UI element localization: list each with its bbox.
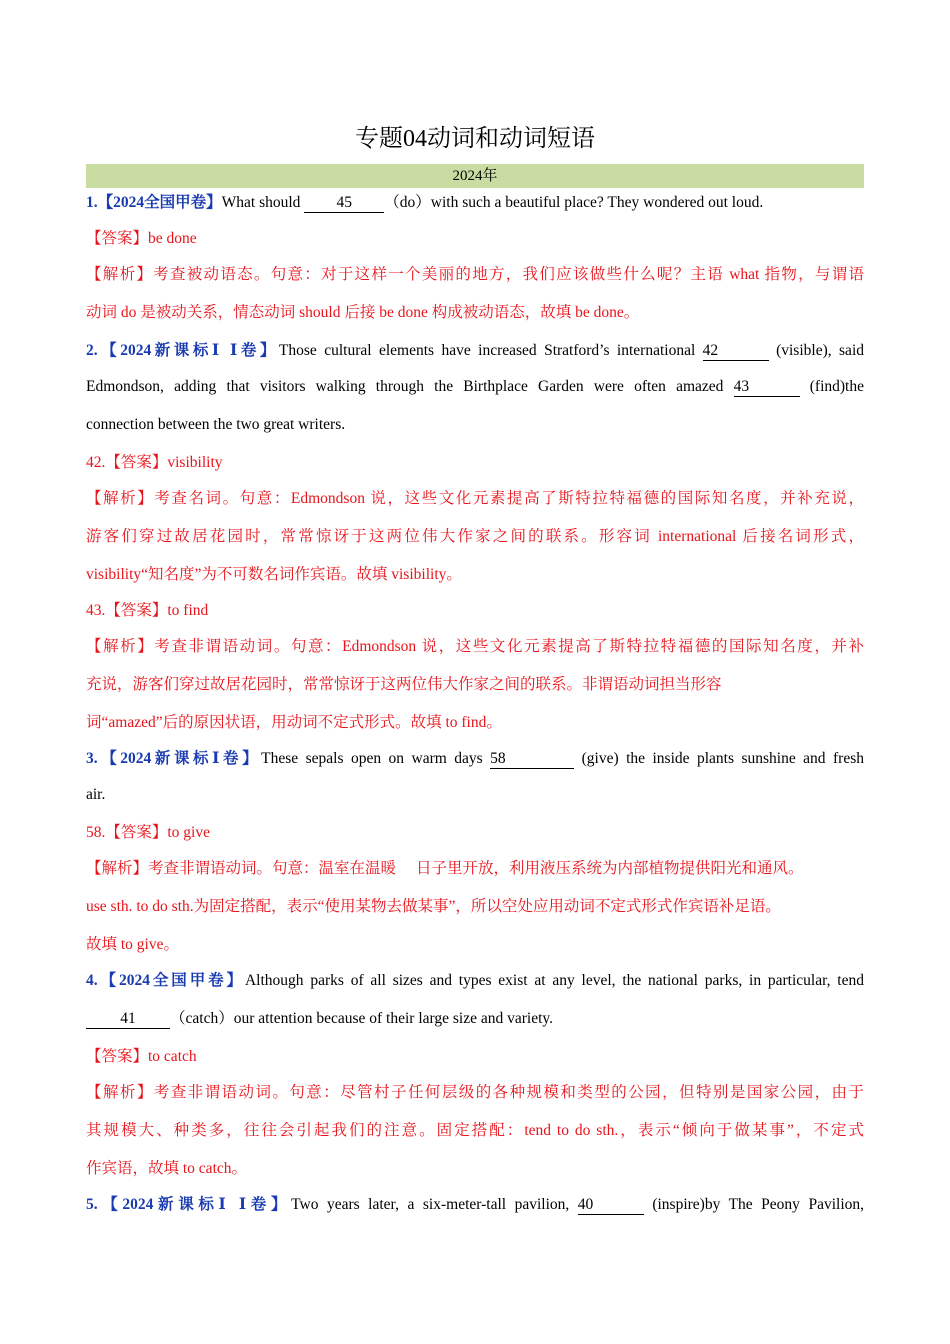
q3-analysis-line-2: use sth. to do sth.为固定搭配，表示“使用某物去做某事”，所以空处应用动词不定式形式作宾语补足语。 bbox=[86, 898, 781, 915]
q3-answer: 58.【答案】to give bbox=[86, 824, 210, 841]
q1-analysis-line-2: 动词 do 是被动关系，情态动词 should 后接 be done 构成被动语态，故填 be done。 bbox=[86, 304, 640, 321]
question-source-tag: 【2024新课标Ⅰ卷】 bbox=[97, 750, 262, 767]
question-source-tag: 【2024全国甲卷】 bbox=[97, 972, 245, 989]
q4-stem-line-2 bbox=[86, 1000, 864, 1038]
question-list bbox=[86, 184, 864, 1222]
q2-analysis-42-line-3: visibility“知名度”为不可数名词作宾语。故填 visibility。 bbox=[86, 566, 462, 583]
q3-analysis-line-1-a: 【解析】考查非谓语动词。句意：温室在温暖 bbox=[86, 860, 397, 877]
q2-analysis-43-line-1: 【解析】考查非谓语动词。句意：Edmondson 说，这些文化元素提高了斯特拉特福德的国际知名度，并补 bbox=[86, 638, 864, 655]
q1-text-after: （do）with such a beautiful place? They wondered out loud. bbox=[384, 194, 764, 211]
q2-stem-line-2 bbox=[86, 368, 864, 406]
question-number: 5. bbox=[86, 1196, 98, 1213]
q5-text-after: (inspire)by The Peony Pavilion, bbox=[643, 1196, 864, 1213]
q3-analysis-line-1-b: 日子里开放，利用液压系统为内部植物提供阳光和通风。 bbox=[416, 860, 804, 877]
q2-text-after: (visible), said bbox=[768, 342, 864, 359]
q2-text-line-2-after: (find)the bbox=[799, 378, 864, 395]
q3-analysis-line-3: 故填 to give。 bbox=[86, 936, 179, 953]
question-source-tag: 【2024新课标Ⅰ Ⅰ卷】 bbox=[97, 1196, 292, 1213]
q4-answer: 【答案】to catch bbox=[86, 1048, 197, 1065]
q4-blank: 41 bbox=[86, 1010, 170, 1029]
q2-analysis-43-line-2: 充说，游客们穿过故居花园时，常常惊讶于这两位伟大作家之间的联系。非谓语动词担当形容 bbox=[86, 676, 722, 693]
q2-answer-43: 43.【答案】to find bbox=[86, 602, 209, 619]
q2-answer-42: 42.【答案】visibility bbox=[86, 454, 223, 471]
q1-analysis-line-1: 【解析】考查被动语态。句意：对于这样一个美丽的地方，我们应该做些什么呢？主语 what 指物，与谓语 bbox=[86, 266, 864, 283]
q1-blank: 45 bbox=[304, 194, 384, 213]
q3-blank: 58 bbox=[490, 750, 574, 769]
q4-text-line-1: Although parks of all sizes and types exist at any level, the national parks, in particular, tend bbox=[244, 972, 864, 989]
q4-stem-line-1 bbox=[86, 962, 864, 1000]
q3-text-after: (give) the inside plants sunshine and fresh bbox=[574, 750, 864, 767]
q2-analysis-42-line-2: 游客们穿过故居花园时，常常惊讶于这两位伟大作家之间的联系。形容词 international 后接名词形式， bbox=[86, 528, 864, 545]
question-number: 2. bbox=[86, 342, 98, 359]
q2-text-line-2-before: Edmondson, adding that visitors walking through the Birthplace Garden were often amazed bbox=[86, 378, 734, 395]
q3-text-before: These sepals open on warm days bbox=[261, 750, 491, 767]
q4-analysis-line-3: 作宾语，故填 to catch。 bbox=[86, 1160, 248, 1177]
q5-blank: 40 bbox=[578, 1196, 644, 1215]
q2-text-before: Those cultural elements have increased Stratford’s international bbox=[278, 342, 703, 359]
q4-analysis-line-1: 【解析】考查非谓语动词。句意：尽管村子任何层级的各种规模和类型的公园，但特别是国家公园，由于 bbox=[86, 1084, 864, 1101]
question-number: 4. bbox=[86, 972, 98, 989]
q1-text-before: What should bbox=[221, 194, 305, 211]
q2-blank-42: 42 bbox=[703, 342, 769, 361]
q5-text-before: Two years later, a six-meter-tall pavilion, bbox=[291, 1196, 578, 1213]
q1-stem bbox=[86, 184, 864, 220]
q4-analysis-line-2: 其规模大、种类多，往往会引起我们的注意。固定搭配：tend to do sth.，表示“倾向于做某事”，不定式 bbox=[86, 1122, 864, 1139]
q5-stem-line-1 bbox=[86, 1186, 864, 1222]
q3-analysis-line-1 bbox=[86, 850, 864, 888]
question-number: 3. bbox=[86, 750, 98, 767]
q3-stem-line-1 bbox=[86, 740, 864, 776]
q2-stem-line-1 bbox=[86, 332, 864, 368]
q2-blank-43: 43 bbox=[734, 378, 800, 397]
q4-text-line-2: （catch）our attention because of their large size and variety. bbox=[170, 1010, 554, 1027]
q2-stem-line-3: connection between the two great writers. bbox=[86, 416, 346, 433]
page-title: 专题04动词和动词短语 bbox=[355, 126, 595, 152]
q1-answer: 【答案】be done bbox=[86, 230, 197, 247]
q3-stem-line-2: air. bbox=[86, 786, 106, 803]
question-number: 1. bbox=[86, 194, 98, 211]
q2-analysis-43-line-3: 词“amazed”后的原因状语，用动词不定式形式。故填 to find。 bbox=[86, 714, 502, 731]
year-section-header: 2024年 bbox=[86, 164, 864, 188]
question-source-tag: 【2024新课标Ⅰ Ⅰ卷】 bbox=[97, 342, 279, 359]
q2-analysis-42-line-1: 【解析】考查名词。句意：Edmondson 说，这些文化元素提高了斯特拉特福德的国际知名度，并补充说， bbox=[86, 490, 864, 507]
question-source-tag: 【2024全国甲卷】 bbox=[97, 194, 222, 211]
